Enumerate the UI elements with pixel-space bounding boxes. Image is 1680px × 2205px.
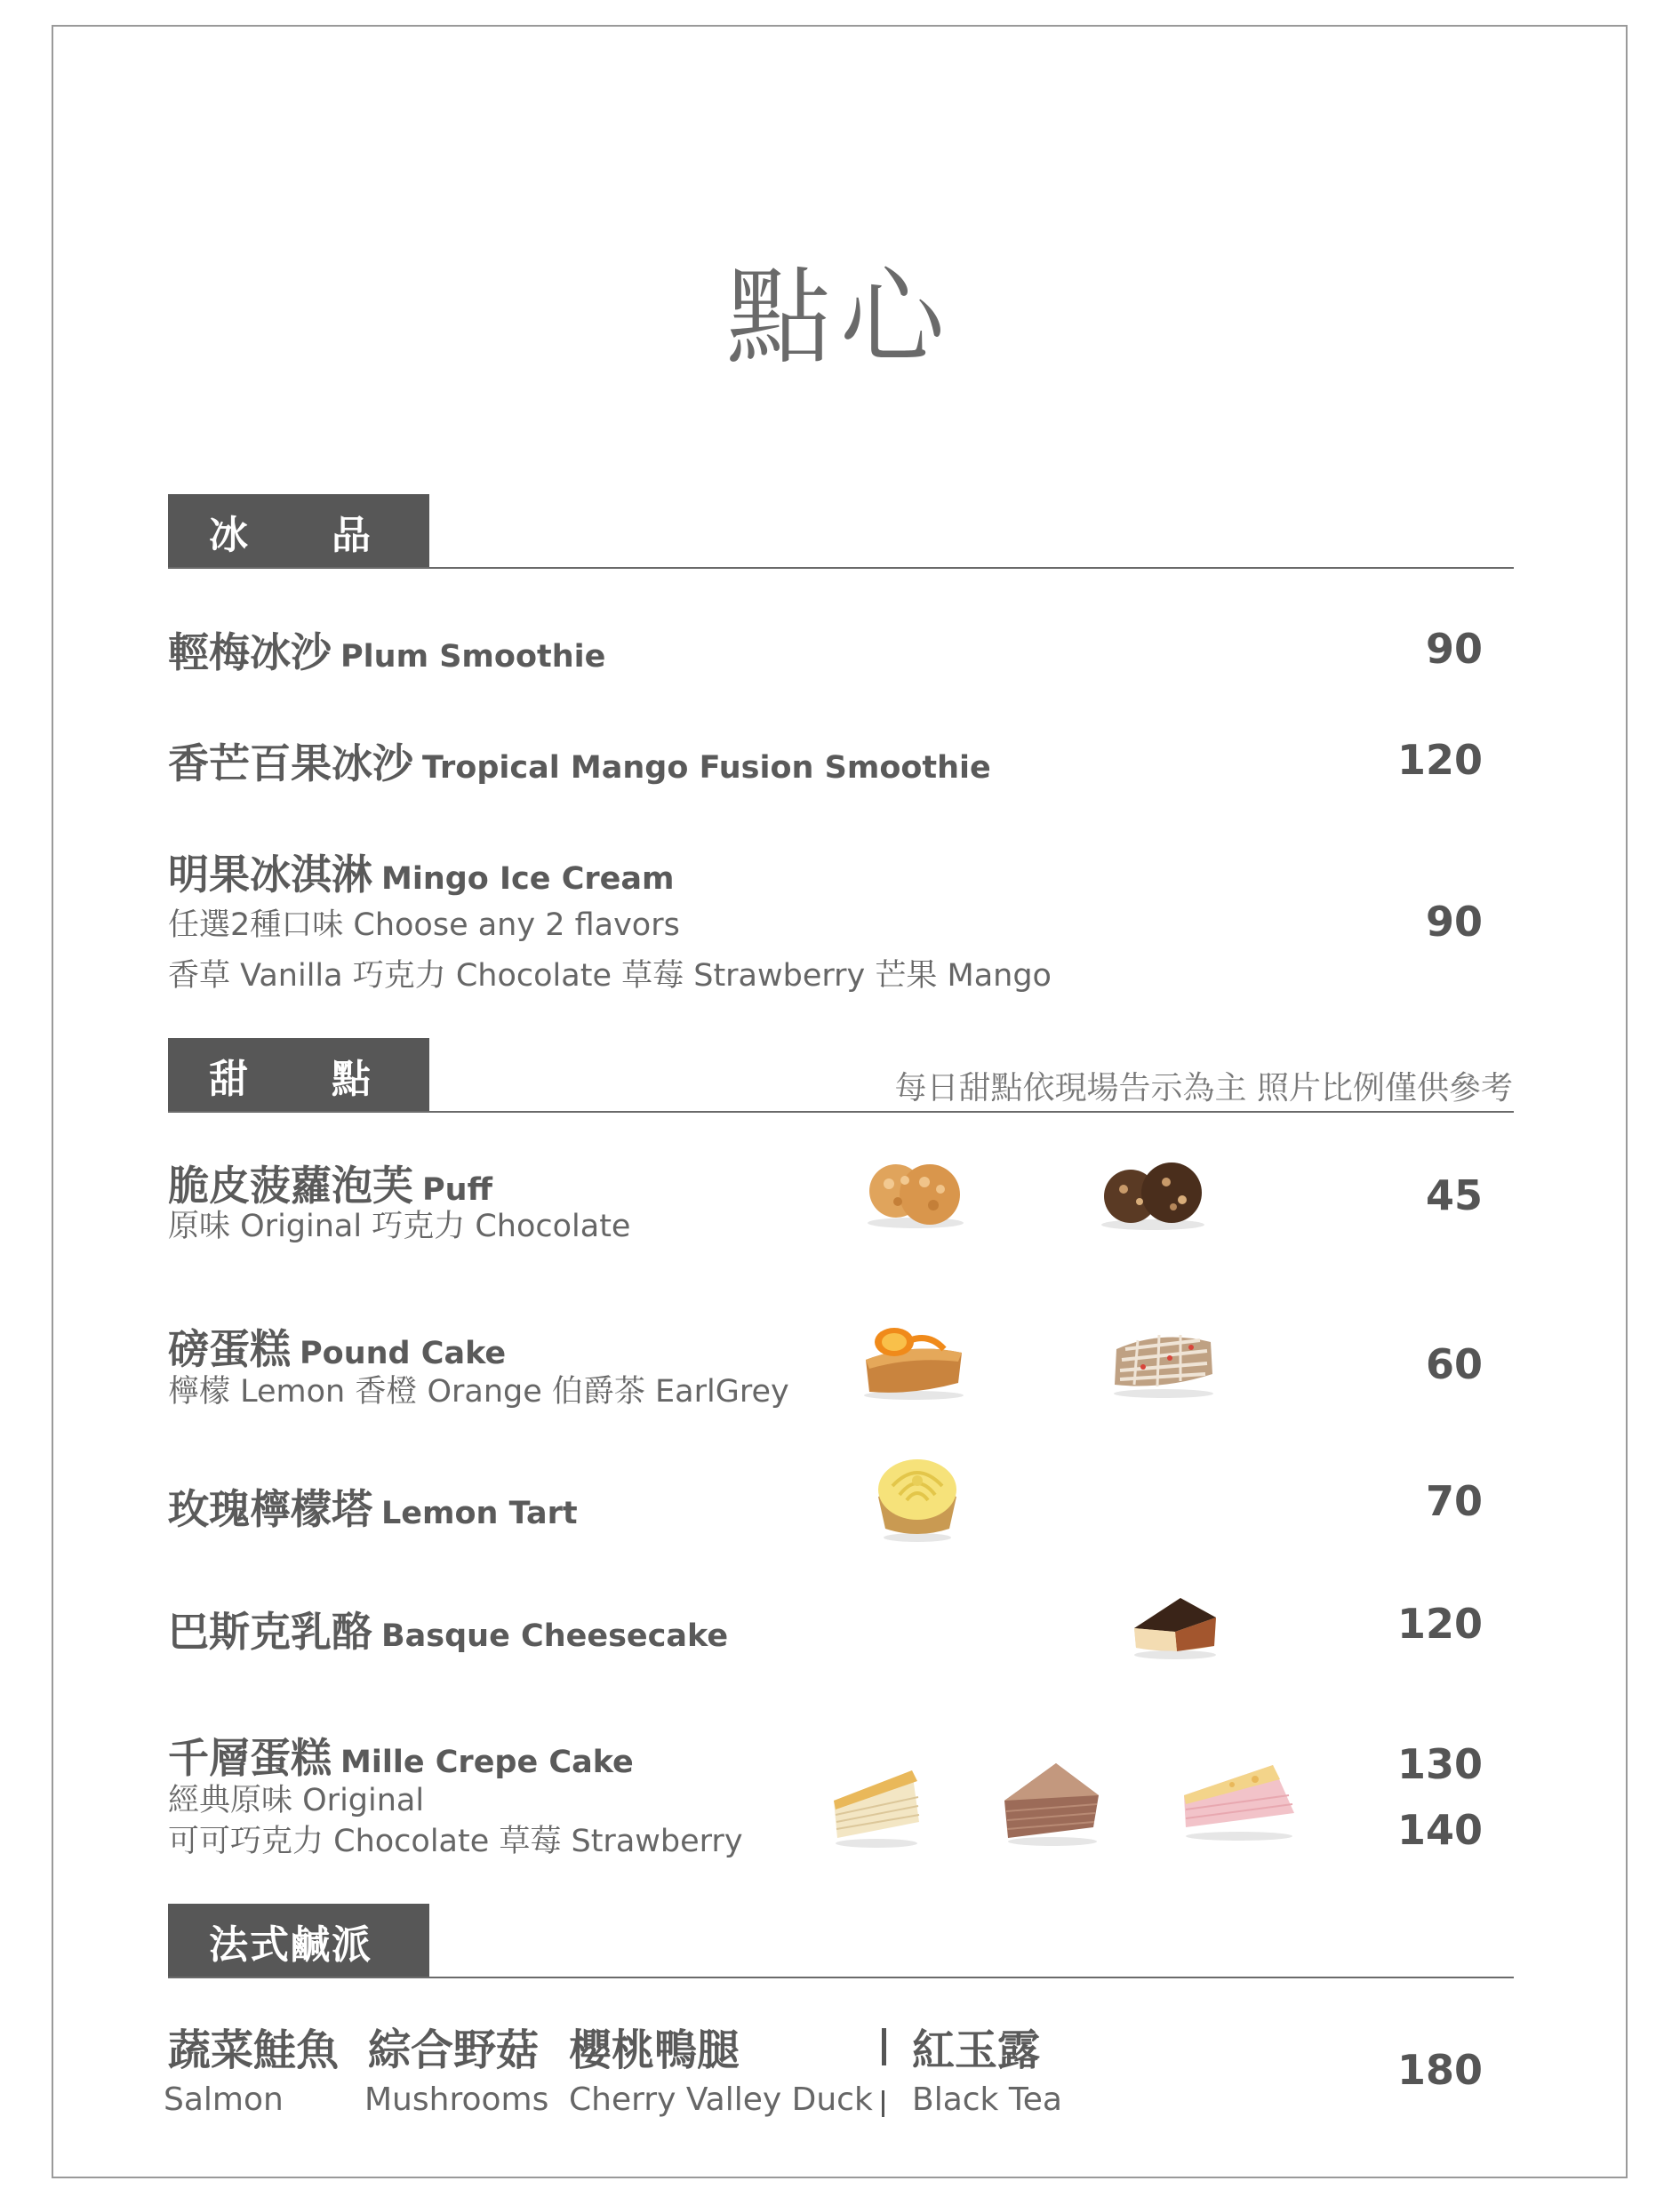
menu-item-plum-smoothie [168,620,605,679]
item-name-en: Mingo Ice Cream [381,861,675,897]
item-name-zh: 香芒百果冰沙 [168,739,413,787]
section-tag-ice: 冰 品 [168,494,429,569]
section-tag-dessert: 甜 點 [168,1038,429,1113]
item-price: 90 [1425,625,1483,673]
item-name-zh: 磅蛋糕 [168,1325,291,1373]
item-price: 70 [1425,1477,1483,1525]
puff-chocolate-image [1095,1157,1211,1232]
section-divider-dessert [168,1111,1514,1113]
pie-flavor-mushrooms-en: Mushrooms [364,2081,549,2118]
lemon-tart-image [873,1450,962,1543]
pie-flavor-mushrooms-zh: 綜合野菇 [368,2025,540,2075]
crepe-original-image [830,1763,924,1849]
basque-cheesecake-image [1129,1589,1221,1660]
item-price-original: 130 [1396,1740,1483,1788]
pie-flavor-salmon-en: Salmon [164,2081,284,2118]
item-price: 120 [1396,1600,1483,1648]
item-price: 120 [1396,736,1483,784]
pound-cake-orange-image [859,1321,969,1401]
menu-item-lemon-tart [168,1477,578,1536]
item-name-en: Basque Cheesecake [381,1618,729,1654]
menu-item-mingo-ice-cream [168,843,675,901]
item-name-en: Tropical Mango Fusion Smoothie [422,750,991,786]
drink-divider-small [882,2090,884,2117]
drink-en: Black Tea [912,2081,1062,2118]
item-name-zh: 千層蛋糕 [168,1734,332,1782]
section-divider-ice [168,567,1514,569]
item-name-en: Plum Smoothie [340,639,606,675]
page-title: 點心 [725,256,954,379]
item-name-en: Lemon Tart [381,1496,578,1531]
item-subtitle: 經典原味 Original [168,1783,425,1818]
pound-cake-earlgrey-image [1108,1322,1220,1399]
item-name-zh: 巴斯克乳酪 [168,1608,372,1656]
menu-item-basque-cheesecake [168,1600,728,1658]
item-name-en: Puff [422,1172,492,1208]
pie-price: 180 [1396,2046,1483,2094]
crepe-chocolate-image [1001,1756,1104,1847]
item-flavors: 可可巧克力 Chocolate 草莓 Strawberry [168,1824,743,1859]
item-name-en: Pound Cake [300,1336,507,1371]
section-divider-pie [168,1977,1514,1978]
item-price: 45 [1425,1171,1483,1219]
pie-flavor-duck-zh: 櫻桃鴨腿 [569,2025,740,2075]
crepe-strawberry-image [1179,1756,1300,1841]
section-tag-pie: 法式鹹派 [168,1904,429,1978]
pie-flavor-duck-en: Cherry Valley Duck [569,2081,873,2118]
pie-flavor-salmon-zh: 蔬菜鮭魚 [168,2025,340,2075]
item-flavors: 香草 Vanilla 巧克力 Chocolate 草莓 Strawberry 芒果 Mango [168,958,1052,994]
item-name-zh: 玫瑰檸檬塔 [168,1485,372,1533]
item-name-zh: 脆皮菠蘿泡芙 [168,1162,413,1210]
item-price: 60 [1425,1340,1483,1388]
menu-item-mango-smoothie [168,731,991,790]
drink-zh: 紅玉露 [912,2025,1041,2075]
drink-divider [882,2028,886,2065]
dessert-note: 每日甜點依現場告示為主 照片比例僅供參考 [894,1070,1513,1106]
item-name-en: Mille Crepe Cake [340,1745,634,1780]
item-flavors: 原味 Original 巧克力 Chocolate [168,1209,631,1244]
item-name-zh: 輕梅冰沙 [168,628,332,676]
item-subtitle: 任選2種口味 Choose any 2 flavors [168,907,680,943]
item-price: 90 [1425,898,1483,946]
item-name-zh: 明果冰淇淋 [168,851,372,899]
puff-original-image [862,1155,969,1230]
item-flavors: 檸檬 Lemon 香橙 Orange 伯爵茶 EarlGrey [168,1374,789,1410]
item-price-flavored: 140 [1396,1806,1483,1854]
